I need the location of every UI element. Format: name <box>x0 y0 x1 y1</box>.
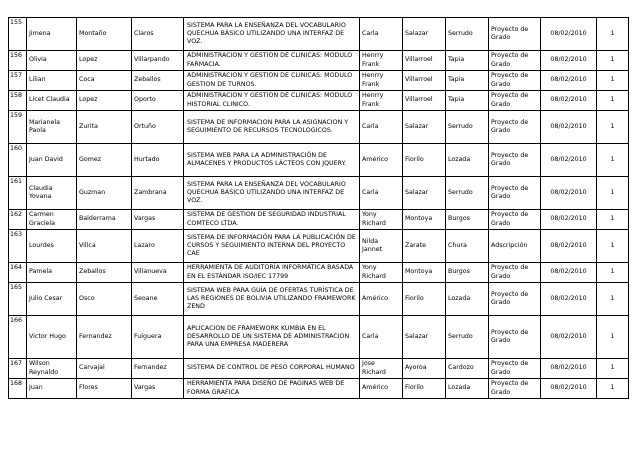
row-number: 166 <box>9 316 27 359</box>
student-first-name: Wilson Reynaldo <box>27 359 77 379</box>
date: 08/02/2010 <box>541 263 597 283</box>
table-row <box>9 144 629 177</box>
student-last-name-2: Vargas <box>132 379 184 399</box>
tutor-first-name: Américo <box>360 379 403 399</box>
project-title: APLICACION DE FRAMEWORK KUMBIA EN EL DESARROLLO DE UN SISTEMA DE ADMINISTRACION PARA UNA EMPRESA MADERERA <box>184 316 360 359</box>
student-last-name-1: Guzman <box>77 177 132 210</box>
tutor-last-name-2: Serrudo <box>446 177 489 210</box>
project-title: ADMINISTRACION Y GESTION DE CLINICAS: MODULO GESTION DE TURNOS. <box>184 71 360 91</box>
tutor-first-name: Henrry Frank <box>360 51 403 71</box>
tutor-last-name-2: Burgos <box>446 263 489 283</box>
student-last-name-2: Villarpando <box>132 51 184 71</box>
table-row <box>9 91 629 111</box>
tutor-first-name: Carla <box>360 18 403 51</box>
tutor-first-name: Carla <box>360 111 403 144</box>
student-first-name: Licet Claudia <box>27 91 77 111</box>
tutor-first-name: Carla <box>360 177 403 210</box>
project-title: HERRAMIENTA DE AUDITORÍA INFORMÁTICA BASADA EN EL ESTÁNDAR ISO/IEC 17799 <box>184 263 360 283</box>
row-number: 159 <box>9 111 27 144</box>
tutor-last-name-1: Salazar <box>403 177 446 210</box>
modality: Proyecto de Grado <box>489 71 541 91</box>
tutor-last-name-1: Salazar <box>403 111 446 144</box>
student-last-name-1: Zeballos <box>77 263 132 283</box>
date: 08/02/2010 <box>541 144 597 177</box>
student-first-name: Victor Hugo <box>27 316 77 359</box>
modality: Proyecto de Grado <box>489 316 541 359</box>
modality: Proyecto de Grado <box>489 359 541 379</box>
project-title: SISTEMA WEB PARA GUÍA DE OFERTAS TURÍSTICA DE LAS REGIONES DE BOLIVIA UTILIZANDO FRAMEWORK ZEND <box>184 283 360 316</box>
date: 08/02/2010 <box>541 359 597 379</box>
row-number: 165 <box>9 283 27 316</box>
table-row <box>9 111 629 144</box>
status: 1 <box>597 144 629 177</box>
tutor-last-name-1: Ayoroa <box>403 359 446 379</box>
tutor-last-name-2: Serrudo <box>446 111 489 144</box>
tutor-last-name-2: Tapia <box>446 91 489 111</box>
status: 1 <box>597 111 629 144</box>
student-first-name: Carmen Graciela <box>27 210 77 230</box>
project-title: SISTEMA PARA LA ENSEÑANZA DEL VOCABULARIO QUECHUA BÁSICO UTILIZANDO UNA INTERFAZ DE VOZ. <box>184 177 360 210</box>
status: 1 <box>597 210 629 230</box>
status: 1 <box>597 379 629 399</box>
table-row <box>9 177 629 210</box>
modality: Proyecto de Grado <box>489 111 541 144</box>
date: 08/02/2010 <box>541 210 597 230</box>
student-last-name-1: Zurita <box>77 111 132 144</box>
student-last-name-2: Vargas <box>132 210 184 230</box>
student-last-name-2: Fernandez <box>132 359 184 379</box>
tutor-last-name-2: Lozada <box>446 144 489 177</box>
modality: Proyecto de Grado <box>489 210 541 230</box>
student-first-name: Julio Cesar <box>27 283 77 316</box>
tutor-first-name: Yony Richard <box>360 263 403 283</box>
status: 1 <box>597 230 629 263</box>
tutor-last-name-1: Fiorilo <box>403 283 446 316</box>
student-last-name-1: Montaño <box>77 18 132 51</box>
student-last-name-2: Claros <box>132 18 184 51</box>
table-row <box>9 210 629 230</box>
status: 1 <box>597 283 629 316</box>
project-title: ADMINISTRACION Y GESTION DE CLINICAS: MODULO FARMACIA. <box>184 51 360 71</box>
row-number: 158 <box>9 91 27 111</box>
student-last-name-2: Zeballos <box>132 71 184 91</box>
row-number: 167 <box>9 359 27 379</box>
tutor-last-name-2: Burgos <box>446 210 489 230</box>
student-last-name-1: Carvajal <box>77 359 132 379</box>
row-number: 168 <box>9 379 27 399</box>
tutor-first-name: Jose Richard <box>360 359 403 379</box>
row-number: 160 <box>9 144 27 177</box>
tutor-first-name: Nilda Jannet <box>360 230 403 263</box>
student-last-name-1: Fernandez <box>77 316 132 359</box>
modality: Proyecto de Grado <box>489 91 541 111</box>
tutor-last-name-1: Montoya <box>403 210 446 230</box>
date: 08/02/2010 <box>541 177 597 210</box>
date: 08/02/2010 <box>541 91 597 111</box>
status: 1 <box>597 18 629 51</box>
row-number: 163 <box>9 230 27 263</box>
row-number: 155 <box>9 18 27 51</box>
table-body <box>9 18 629 399</box>
date: 08/02/2010 <box>541 71 597 91</box>
date: 08/02/2010 <box>541 51 597 71</box>
tutor-first-name: Américo <box>360 144 403 177</box>
student-last-name-1: Villca <box>77 230 132 263</box>
project-title: SISTEMA DE CONTROL DE PESO CORPORAL HUMANO <box>184 359 360 379</box>
modality: Proyecto de Grado <box>489 177 541 210</box>
table-row <box>9 71 629 91</box>
tutor-last-name-1: Montoya <box>403 263 446 283</box>
table-row <box>9 359 629 379</box>
student-last-name-2: Oporto <box>132 91 184 111</box>
modality: Proyecto de Grado <box>489 263 541 283</box>
table-row <box>9 316 629 359</box>
modality: Adscripción <box>489 230 541 263</box>
date: 08/02/2010 <box>541 379 597 399</box>
tutor-first-name: Américo <box>360 283 403 316</box>
tutor-last-name-1: Fiorilo <box>403 379 446 399</box>
project-title: HERRAMIENTA PARA DISEÑO DE PAGINAS WEB DE FORMA GRAFICA <box>184 379 360 399</box>
tutor-first-name: Carla <box>360 316 403 359</box>
tutor-last-name-2: Tapia <box>446 71 489 91</box>
student-last-name-2: Seoane <box>132 283 184 316</box>
status: 1 <box>597 51 629 71</box>
row-number: 156 <box>9 51 27 71</box>
modality: Proyecto de Grado <box>489 379 541 399</box>
status: 1 <box>597 263 629 283</box>
modality: Proyecto de Grado <box>489 51 541 71</box>
student-first-name: Marianela Paola <box>27 111 77 144</box>
modality: Proyecto de Grado <box>489 144 541 177</box>
date: 08/02/2010 <box>541 316 597 359</box>
status: 1 <box>597 91 629 111</box>
student-last-name-2: Fulguera <box>132 316 184 359</box>
project-title: SISTEMA WEB PARA LA ADMINISTRACIÓN DE ALMACENES Y PRODUCTOS LÁCTEOS CON JQUERY. <box>184 144 360 177</box>
tutor-last-name-2: Tapia <box>446 51 489 71</box>
student-last-name-1: Osco <box>77 283 132 316</box>
tutor-last-name-1: Zarate <box>403 230 446 263</box>
row-number: 164 <box>9 263 27 283</box>
student-last-name-1: Coca <box>77 71 132 91</box>
student-last-name-2: Villanueva <box>132 263 184 283</box>
status: 1 <box>597 177 629 210</box>
thesis-table <box>8 17 629 399</box>
row-number: 161 <box>9 177 27 210</box>
document-page <box>8 17 629 399</box>
table-row <box>9 230 629 263</box>
student-first-name: Jimena <box>27 18 77 51</box>
table-row <box>9 51 629 71</box>
date: 08/02/2010 <box>541 111 597 144</box>
tutor-last-name-1: Fiorilo <box>403 144 446 177</box>
project-title: SISTEMA PARA LA ENSEÑANZA DEL VOCABULARIO QUECHUA BÁSICO UTILIZANDO UNA INTERFAZ DE VOZ. <box>184 18 360 51</box>
tutor-first-name: Henrry Frank <box>360 71 403 91</box>
date: 08/02/2010 <box>541 18 597 51</box>
student-first-name: Lourdes <box>27 230 77 263</box>
tutor-last-name-1: Salazar <box>403 18 446 51</box>
project-title: SISTEMA DE INFORMACION PARA LA ASIGNACION Y SEGUIMIENTO DE RECURSOS TECNOLOGICOS. <box>184 111 360 144</box>
tutor-last-name-1: Villarroel <box>403 91 446 111</box>
project-title: SISTEMA DE GESTION DE SEGURIDAD INDUSTRIAL COMTECO LTDA. <box>184 210 360 230</box>
project-title: SISTEMA DE INFORMACIÓN PARA LA PUBLICACIÓN DE CURSOS Y SEGUIMIENTO INTERNA DEL PROYECTO CAE <box>184 230 360 263</box>
tutor-last-name-1: Salazar <box>403 316 446 359</box>
row-number: 157 <box>9 71 27 91</box>
student-last-name-1: Balderrama <box>77 210 132 230</box>
student-first-name: Pamela <box>27 263 77 283</box>
table-row <box>9 379 629 399</box>
tutor-last-name-2: Lozada <box>446 379 489 399</box>
status: 1 <box>597 316 629 359</box>
tutor-first-name: Yony Richard <box>360 210 403 230</box>
date: 08/02/2010 <box>541 230 597 263</box>
student-last-name-1: Lopez <box>77 91 132 111</box>
student-first-name: Olivia <box>27 51 77 71</box>
student-last-name-2: Zambrana <box>132 177 184 210</box>
status: 1 <box>597 71 629 91</box>
student-last-name-1: Flores <box>77 379 132 399</box>
tutor-last-name-2: Serrudo <box>446 316 489 359</box>
student-last-name-1: Lopez <box>77 51 132 71</box>
tutor-last-name-2: Serrudo <box>446 18 489 51</box>
date: 08/02/2010 <box>541 283 597 316</box>
student-first-name: Lilian <box>27 71 77 91</box>
row-number: 162 <box>9 210 27 230</box>
tutor-last-name-1: Villarroel <box>403 51 446 71</box>
table-row <box>9 263 629 283</box>
student-last-name-2: Hurtado <box>132 144 184 177</box>
student-first-name: Juan <box>27 379 77 399</box>
student-first-name: Juan David <box>27 144 77 177</box>
status: 1 <box>597 359 629 379</box>
student-last-name-2: Ortuño <box>132 111 184 144</box>
tutor-last-name-2: Cardozo <box>446 359 489 379</box>
tutor-last-name-2: Chura <box>446 230 489 263</box>
table-row <box>9 18 629 51</box>
student-last-name-2: Lazaro <box>132 230 184 263</box>
student-last-name-1: Gomez <box>77 144 132 177</box>
tutor-last-name-2: Lozada <box>446 283 489 316</box>
tutor-first-name: Henrry Frank <box>360 91 403 111</box>
modality: Proyecto de Grado <box>489 18 541 51</box>
modality: Proyecto de Grado <box>489 283 541 316</box>
project-title: ADMINISTRACION Y GESTION DE CLINICAS: MODULO HISTORIAL CLINICO. <box>184 91 360 111</box>
tutor-last-name-1: Villarroel <box>403 71 446 91</box>
student-first-name: Claudia Yovana <box>27 177 77 210</box>
table-row <box>9 283 629 316</box>
